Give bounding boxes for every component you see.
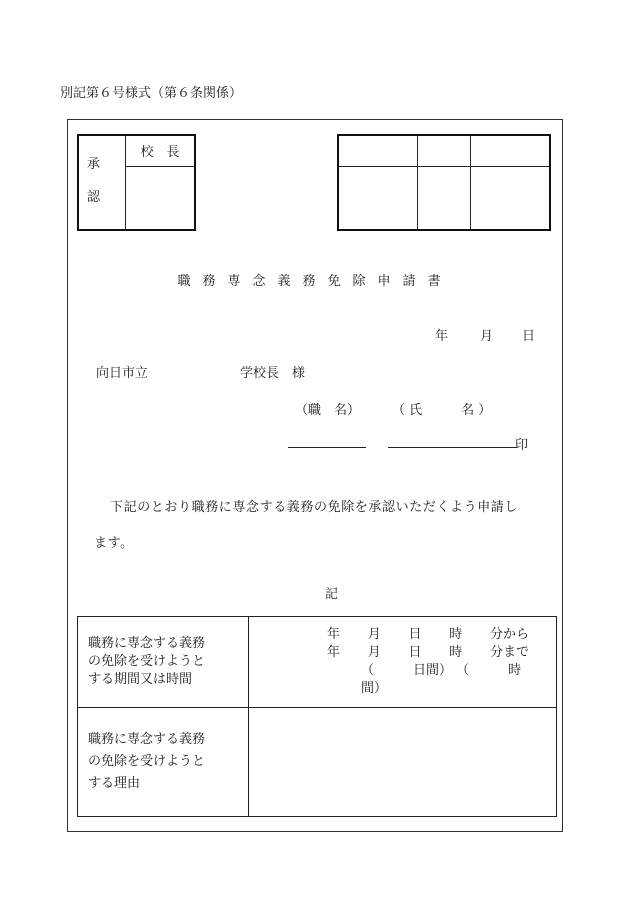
- approval-stamp-box: [77, 134, 196, 231]
- reason-label-cell: [78, 708, 249, 817]
- seal-box: [337, 134, 551, 231]
- body-line-1: 下記のとおり職務に専念する義務の免除を承認いただくよう申請し: [110, 500, 519, 515]
- date-month-label: 月: [480, 329, 494, 344]
- reason-label-line: の免除を受けようと: [88, 754, 206, 769]
- addressee-principal: 学校長 様: [240, 366, 306, 381]
- from-day: 日: [408, 627, 422, 642]
- from-year: 年: [327, 627, 341, 642]
- addressee-city: 向日市立: [96, 366, 149, 381]
- body-line-2: ます。: [94, 536, 134, 551]
- form-number: 別記第６号様式（第６条関係）: [60, 86, 243, 101]
- from-hour: 時: [449, 627, 463, 642]
- ki-marker: 記: [325, 587, 339, 602]
- period-value-cell[interactable]: [249, 617, 557, 708]
- to-year: 年: [327, 645, 341, 660]
- date-year-label: 年: [435, 329, 449, 344]
- to-minute: 分まで: [489, 645, 529, 660]
- document-title: 職務専念義務免除申請書: [177, 274, 453, 289]
- seal-cell[interactable]: [418, 166, 471, 230]
- hours-label: （ 時間）: [361, 663, 522, 696]
- position-input-line[interactable]: [288, 447, 366, 448]
- reason-label-line: する理由: [88, 776, 141, 791]
- days-label: （ 日間）: [361, 663, 453, 678]
- period-label-line: する期間又は時間: [88, 672, 193, 687]
- period-from-row: [327, 626, 529, 644]
- from-minute: 分から: [489, 627, 529, 642]
- principal-seal-cell[interactable]: [126, 166, 196, 230]
- body-text: [94, 490, 518, 562]
- to-day: 日: [408, 645, 422, 660]
- reason-label-line: 職務に専念する義務: [88, 732, 206, 747]
- table-row: [78, 617, 557, 708]
- seal-header-cell[interactable]: [338, 135, 418, 166]
- approval-label-bottom: 認: [87, 190, 101, 205]
- position-label: （職 名）: [295, 403, 361, 418]
- to-month: 月: [367, 645, 381, 660]
- seal-cell[interactable]: [338, 166, 418, 230]
- principal-label: 校 長: [126, 135, 196, 166]
- period-label-cell: [78, 617, 249, 708]
- from-month: 月: [367, 627, 381, 642]
- period-label-line: の免除を受けようと: [88, 654, 206, 669]
- to-hour: 時: [449, 645, 463, 660]
- date-day-label: 日: [522, 329, 536, 344]
- period-to-row: [327, 644, 529, 662]
- details-table: [77, 616, 557, 817]
- period-label-line: 職務に専念する義務: [88, 636, 206, 651]
- reason-value-cell[interactable]: [249, 708, 557, 817]
- seal-mark: 印: [515, 438, 529, 453]
- seal-header-cell[interactable]: [471, 135, 551, 166]
- seal-header-cell[interactable]: [418, 135, 471, 166]
- name-input-line[interactable]: [388, 447, 516, 448]
- name-label: （ 氏 名 ）: [392, 403, 492, 418]
- seal-cell[interactable]: [471, 166, 551, 230]
- approval-label-top: 承: [87, 157, 101, 172]
- duration-row: [327, 662, 529, 698]
- table-row: [78, 708, 557, 817]
- approval-label-cell: [78, 135, 126, 230]
